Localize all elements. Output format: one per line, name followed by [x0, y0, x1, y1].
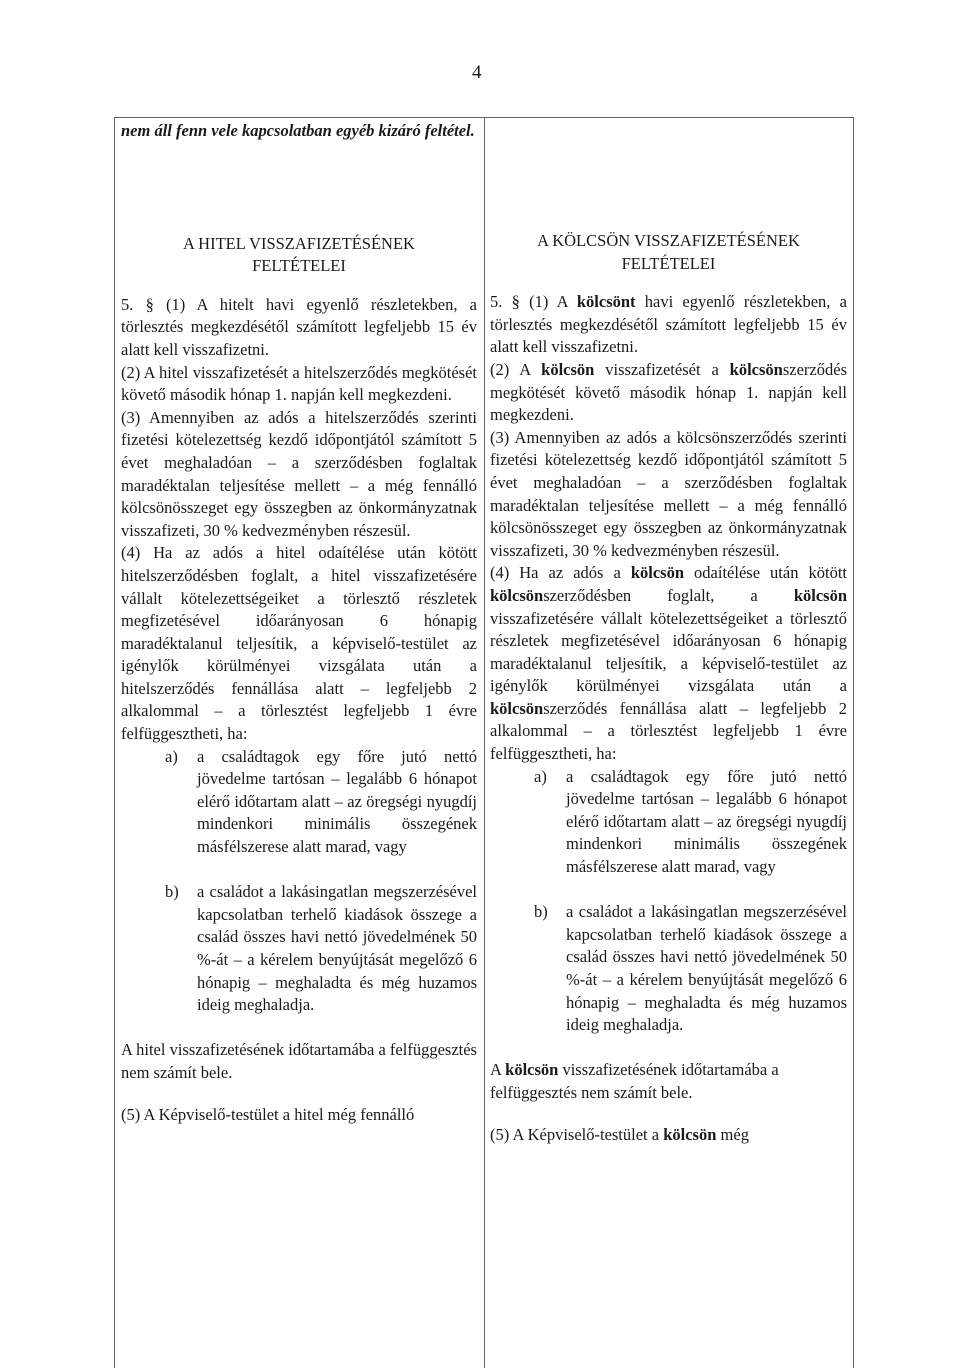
list-label-a: a) [165, 746, 178, 766]
highlight-term: kölcsönt [576, 292, 636, 312]
text-run: 5. § (1) A [490, 292, 577, 312]
comparison-table [114, 117, 854, 1368]
text-run: visszafizetésére vállalt kötelezettségeiket a törlesztő részletek megfizetésével időarányosan 6 hónapig maradéktalanul teljesítik, a képviselő-testület az igénylők körülményei vizsgálata után a [490, 608, 847, 696]
text-run: A [490, 1060, 506, 1080]
left-paragraph-3: (3) Amennyiben az adós a hitelszerződés szerinti fizetési kötelezettség kezdő időpontjától számított 5 évet meghaladóan – a szerződésben foglaltak maradéktalan teljesítése mellett – a még fennálló kölcsönösszeget egy összegben az önkormányzatnak visszafizeti, 30 % kedvezményben részesül. [121, 407, 477, 540]
left-paragraph-5: A hitel visszafizetésének időtartamába a felfüggesztés nem számít bele. [121, 1040, 477, 1082]
text-run: odaítélése után kötött [684, 563, 847, 583]
right-list-text-a: a családtagok egy főre jutó nettó jövedelme tartósan – legalább 6 hónapot elérő időtartam alatt – az öregségi nyugdíj mindenkori minimális összegének másfélszerese alatt marad, vagy [566, 766, 847, 877]
left-list-text-b: a családot a lakásingatlan megszerzésével kapcsolatban terhelő kiadások összege a család összes havi nettó jövedelmének 50 %-át – a kérelem benyújtását megelőző 6 hónapig – meghaladta és még huzamos ideig meghaladja. [197, 882, 477, 1015]
right-heading-line-2: FELTÉTELEI [621, 253, 716, 273]
left-paragraph-2: (2) A hitel visszafizetését a hitelszerződés megkötését követő második hónap 1. napján kell megkezdeni. [121, 362, 477, 405]
highlight-term: kölcsön [490, 698, 544, 718]
right-paragraph-6 [490, 1124, 847, 1147]
right-list-item-a [490, 766, 847, 879]
right-paragraph-2 [490, 359, 847, 427]
highlight-term: kölcsön [793, 585, 847, 605]
left-paragraph-4: (4) Ha az adós a hitel odaítélése után kötött hitelszerződésben foglalt, a hitel visszafizetésére vállalt kötelezettségeiket a törlesztő részletek megfizetésével időarányosan 6 hónapig maradéktalanul teljesítik, a képviselő-testület az igénylők körülményei vizsgálata után a hitelszerződés fennállása alatt – legfeljebb 2 alkalommal – a törlesztést legfeljebb 1 évre felfüggesztheti, ha: [121, 543, 477, 744]
left-heading-line-1: A HITEL VISSZAFIZETÉSÉNEK [183, 233, 415, 253]
highlight-term: kölcsön [505, 1060, 559, 1080]
right-paragraph-1 [490, 291, 847, 359]
highlight-term: kölcsön [630, 563, 685, 583]
left-heading-line-2: FELTÉTELEI [252, 256, 346, 276]
right-heading-line-1: A KÖLCSÖN VISSZAFIZETÉSÉNEK [537, 231, 800, 250]
text-run: szerződés fennállása alatt – legfeljebb 2 alkalommal – a törlesztést legfeljebb 1 évre felfüggesztheti, ha: [490, 698, 847, 764]
text-run: szerződés megkötését követő második hónap 1. napján kell megkezdeni. [490, 359, 847, 425]
text-run: (4) Ha az adós a [490, 563, 631, 583]
highlight-term: kölcsön [490, 585, 544, 605]
text-run: még [716, 1124, 749, 1144]
right-paragraph-4 [490, 562, 847, 765]
right-paragraph-3: (3) Amennyiben az adós a kölcsönszerződés szerinti fizetési kötelezettség kezdő időpontjától számított 5 évet meghaladóan – a szerződésben foglaltak maradéktalan teljesítése mellett – a még fennálló kölcsönösszeget egy összegben az önkormányzatnak visszafizeti, 30 % kedvezményben részesül. [490, 427, 847, 560]
highlight-term: kölcsön [541, 359, 595, 379]
left-column [121, 118, 477, 1126]
left-paragraph-6: (5) A Képviselő-testület a hitel még fennálló [121, 1104, 415, 1124]
list-label-b: b) [165, 882, 179, 902]
list-label-b: b) [534, 902, 548, 922]
text-run: visszafizetésének időtartamába a felfüggesztés nem számít bele. [490, 1060, 779, 1102]
right-paragraph-5 [490, 1059, 847, 1104]
left-list-item-b [121, 881, 477, 1017]
text-run: havi egyenlő részletekben, a törlesztés megkezdésétől számított legfeljebb 15 év alatt kell visszafizetni. [490, 292, 847, 357]
right-list-text-b: a családot a lakásingatlan megszerzésével kapcsolatban terhelő kiadások összege a család összes havi nettó jövedelmének 50 %-át – a kérelem benyújtását megelőző 6 hónapig – meghaladta és még huzamos ideig meghaladja. [566, 902, 847, 1035]
text-run: (2) A [490, 359, 542, 379]
text-run: szerződésben foglalt, a [543, 585, 794, 605]
text-run: visszafizetését a [594, 359, 730, 379]
page-number: 4 [472, 62, 482, 83]
left-list-item-a [121, 746, 477, 859]
right-column [490, 118, 847, 1146]
left-list-text-a: a családtagok egy főre jutó nettó jövedelme tartósan – legalább 6 hónapot elérő időtartam alatt – az öregségi nyugdíj mindenkori minimális összegének másfélszerese alatt marad, vagy [197, 746, 477, 857]
top-note: nem áll fenn vele kapcsolatban egyéb kizáró feltétel. [121, 121, 475, 140]
left-paragraph-1: 5. § (1) A hitelt havi egyenlő részletekben, a törlesztés megkezdésétől számított legfeljebb 15 év alatt kell visszafizetni. [121, 294, 477, 359]
highlight-term: kölcsön [663, 1124, 717, 1144]
right-list-item-b [490, 901, 847, 1037]
list-label-a: a) [534, 766, 547, 786]
text-run: (5) A Képviselő-testület a [490, 1124, 664, 1144]
column-divider [484, 118, 485, 1368]
highlight-term: kölcsön [729, 359, 783, 379]
